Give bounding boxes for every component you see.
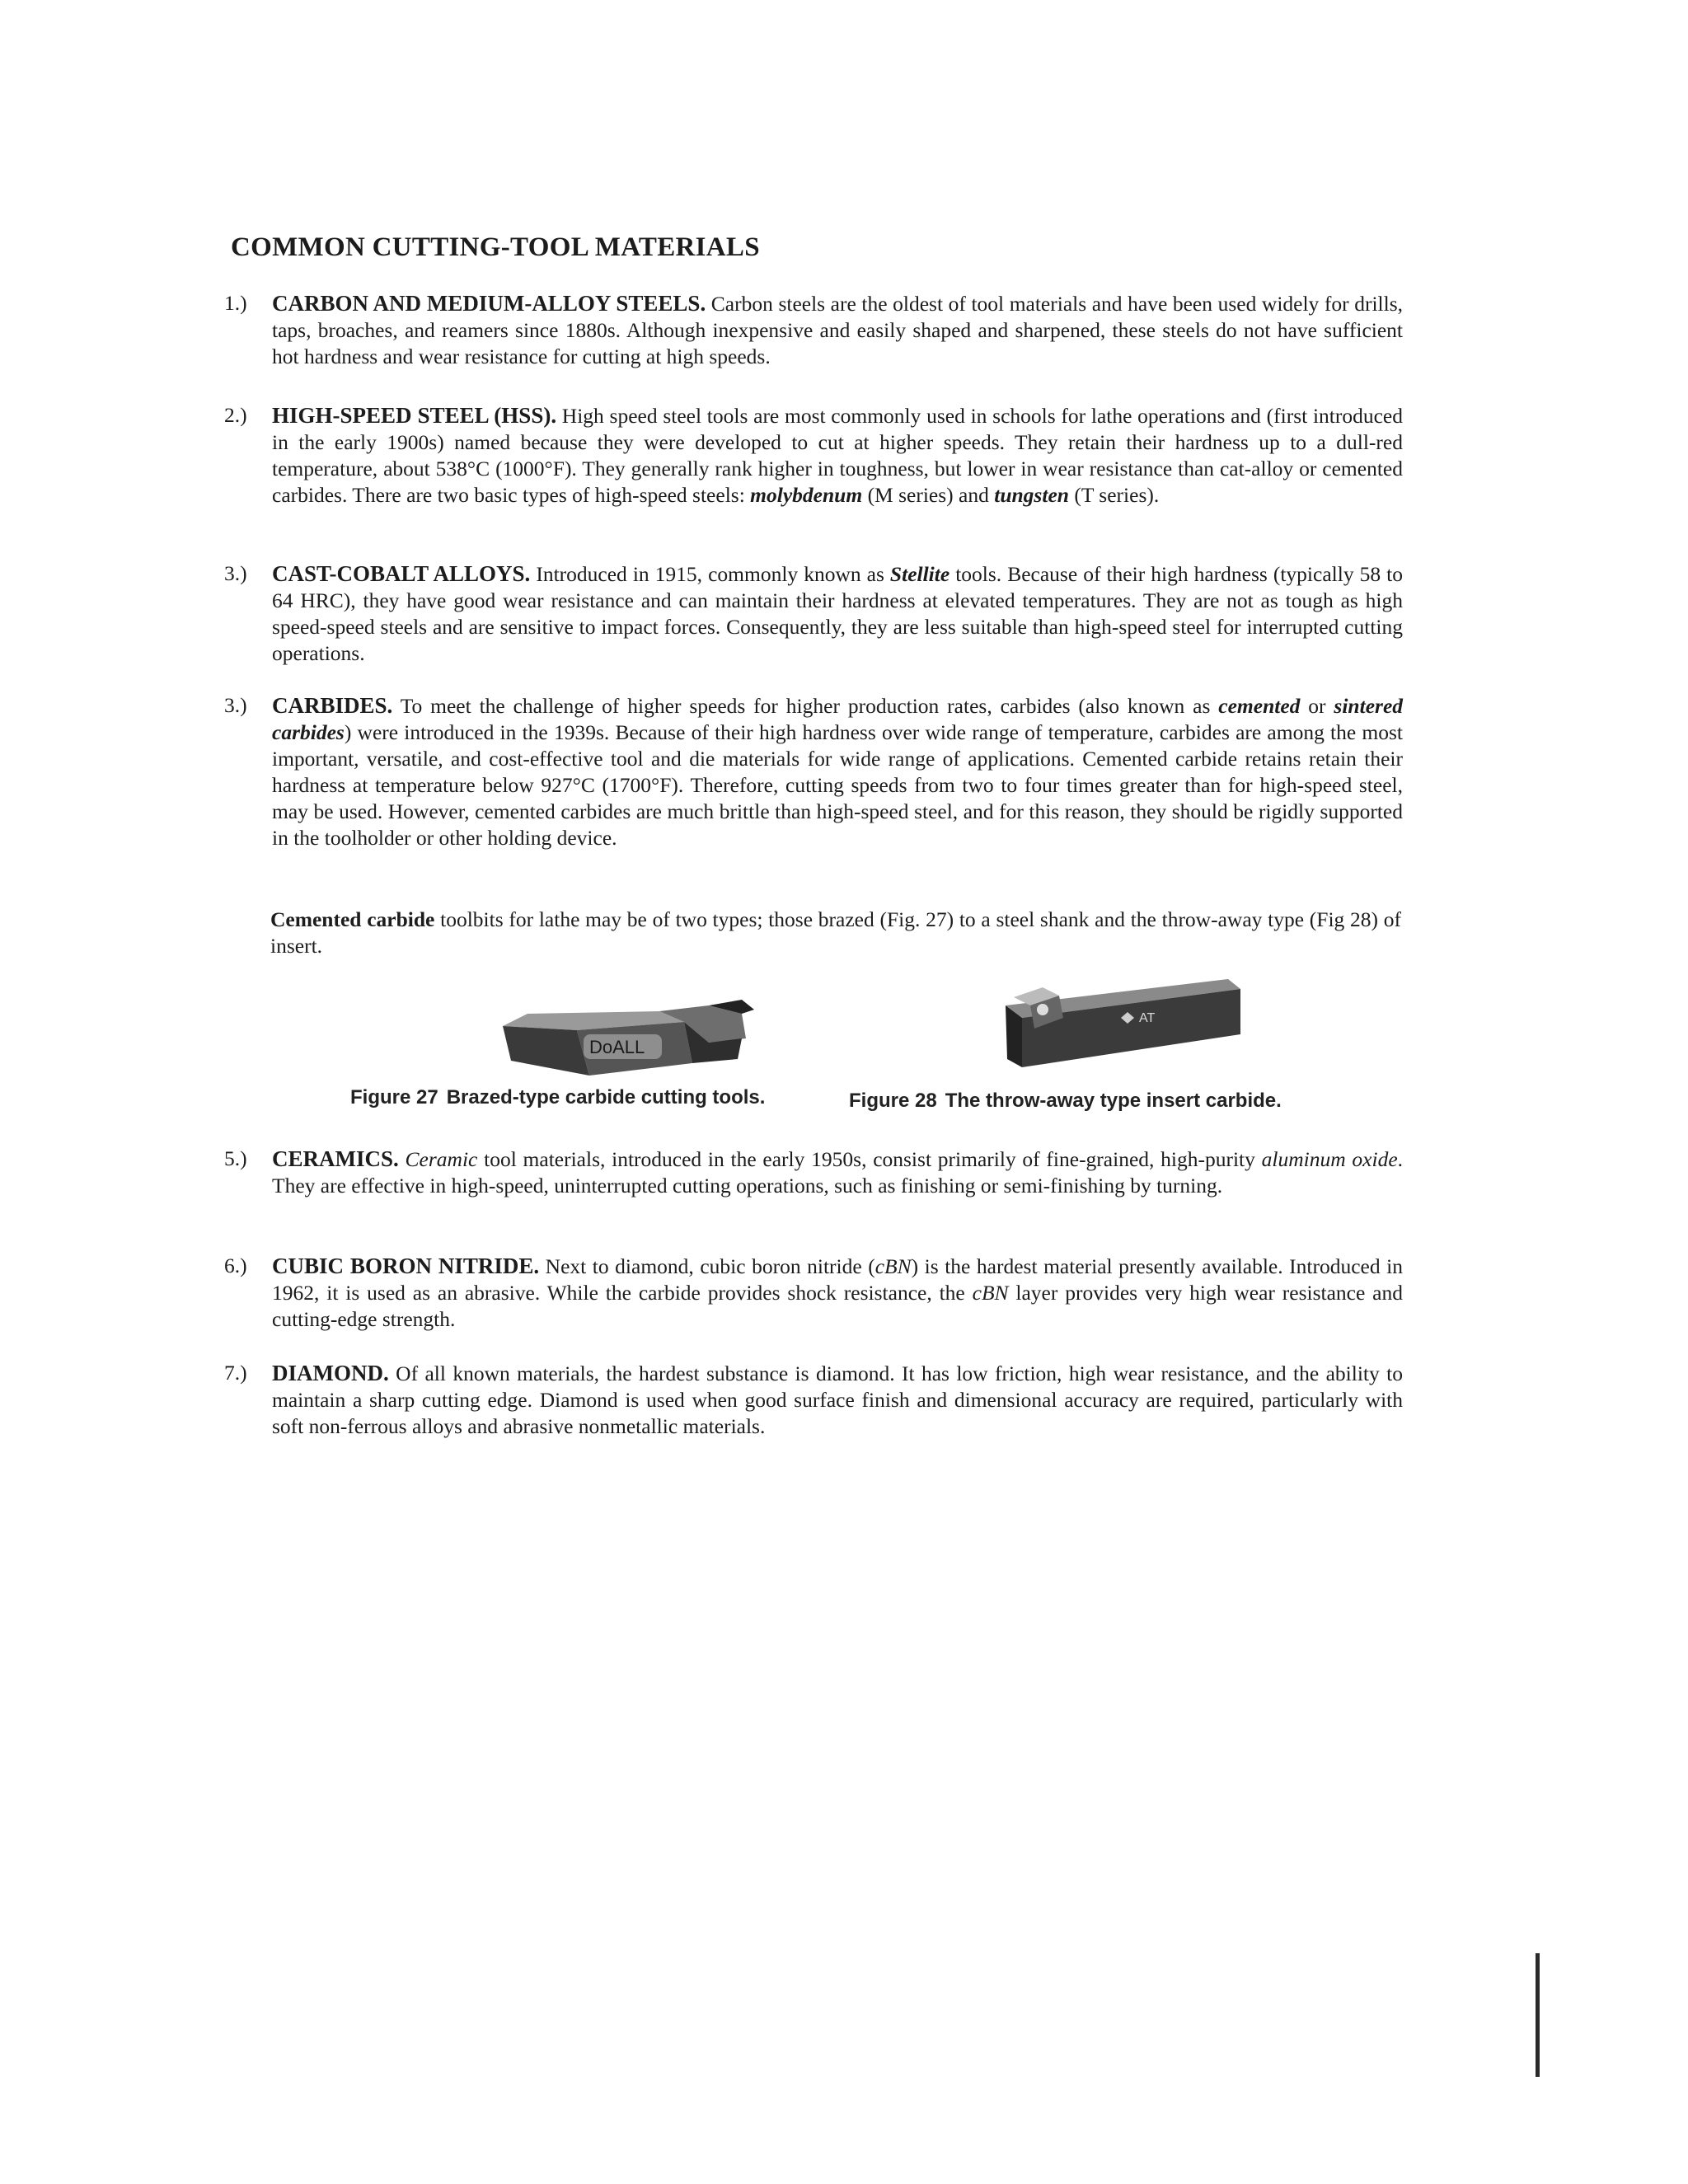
item-heading: HIGH-SPEED STEEL (HSS). (272, 403, 557, 428)
figure-27-image (495, 993, 767, 1084)
emphasis-term: tungsten (994, 483, 1069, 507)
item-text: . They are effective in high-speed, uninterrupted cutting operations, such as finishing or semi-finishing by turning. (272, 1147, 1404, 1197)
list-item-cast-cobalt (224, 560, 1403, 667)
scan-edge-mark (1536, 1953, 1540, 2077)
item-text: layer provides very high wear resistance and cutting-edge strength. (272, 1281, 1403, 1331)
item-number: 2.) (224, 403, 247, 427)
paragraph-lead: Cemented carbide (270, 907, 435, 931)
list-item-diamond (224, 1360, 1403, 1440)
emphasis-term: cemented (1218, 694, 1301, 718)
item-heading: DIAMOND. (272, 1361, 389, 1385)
item-heading: CARBON AND MEDIUM-ALLOY STEELS. (272, 291, 706, 316)
figure-27-brand: DoALL (589, 1037, 645, 1057)
cemented-carbide-paragraph (270, 907, 1401, 959)
emphasis-term: cBN (972, 1281, 1009, 1305)
item-heading: CAST-COBALT ALLOYS. (272, 561, 531, 586)
item-heading: CARBIDES. (272, 693, 393, 718)
item-text: tool materials, introduced in the early 1950s, consist primarily of fine-grained, high-purity (477, 1147, 1262, 1171)
emphasis-term: sintered carbides (272, 694, 1404, 744)
emphasis-term: cBN (874, 1254, 912, 1278)
figure-caption-text: Brazed-type carbide cutting tools. (446, 1086, 766, 1108)
item-text: (M series) and (862, 483, 995, 507)
item-text: tools. Because of their high hardness (typically 58 to 64 HRC), they have good wear resistance and can maintain their hardness at elevated temperatures. They are not as tough as high speed-speed steels and are sensitive to impact forces. Consequently, they are less suitable than high-speed steel for interrupted cutting operations. (272, 562, 1403, 665)
item-number: 3.) (224, 561, 247, 585)
item-text: (T series). (1068, 483, 1160, 507)
item-heading: CERAMICS. (272, 1146, 399, 1171)
emphasis-term: molybdenum (750, 483, 863, 507)
list-item-hss (224, 402, 1403, 509)
item-number: 1.) (224, 291, 247, 315)
item-text: Of all known materials, the hardest substance is diamond. It has low friction, high wear resistance, and the ability to maintain a sharp cutting edge. Diamond is used when good surface finish and dimensional accuracy are required, particularly with soft non-ferrous alloys and abrasive nonmetallic materials. (272, 1361, 1403, 1438)
item-text: Introduced in 1915, commonly known as (530, 562, 890, 586)
item-text: ) is the hardest material presently available. Introduced in 1962, it is used as an abrasive. While the carbide provides shock resistance, the (272, 1254, 1403, 1305)
item-text: Carbon steels are the oldest of tool materials and have been used widely for drills, taps, broaches, and reamers since 1880s. Although inexpensive and easily shaped and sharpened, these steels do not have sufficient hot hardness and wear resistance for cutting at high speeds. (272, 292, 1403, 368)
figure-caption-text: The throw-away type insert carbide. (945, 1090, 1282, 1112)
figure-28-image (997, 972, 1245, 1080)
item-number: 5.) (224, 1146, 247, 1170)
item-text: or (1300, 694, 1334, 718)
emphasis-term: aluminum oxide (1261, 1147, 1398, 1171)
item-text: To meet the challenge of higher speeds for higher production rates, carbides (also known as (392, 694, 1219, 718)
item-text (399, 1147, 406, 1171)
emphasis-term: Ceramic (405, 1147, 478, 1171)
figure-28-brand: AT (1139, 1011, 1156, 1025)
item-number: 6.) (224, 1254, 247, 1277)
emphasis-term: Stellite (889, 562, 950, 586)
list-item-cbn (224, 1253, 1403, 1333)
figure-label: Figure 27 (350, 1086, 438, 1108)
item-text: Next to diamond, cubic boron nitride ( (539, 1254, 875, 1278)
page-title: COMMON CUTTING-TOOL MATERIALS (231, 232, 760, 262)
item-number: 7.) (224, 1361, 247, 1385)
figure-27-caption (350, 1086, 765, 1109)
item-heading: CUBIC BORON NITRIDE. (272, 1254, 540, 1278)
figure-28-caption (849, 1090, 1282, 1113)
list-item-ceramics (224, 1146, 1403, 1199)
list-item-carbon-steels (224, 290, 1403, 370)
paragraph-text: toolbits for lathe may be of two types; those brazed (Fig. 27) to a steel shank and the throw-away type (Fig 28) of insert. (270, 907, 1401, 958)
list-item-carbides (224, 692, 1403, 851)
item-number: 3.) (224, 693, 247, 717)
figure-label: Figure 28 (849, 1090, 937, 1112)
item-text: ) were introduced in the 1939s. Because of their high hardness over wide range of temperature, carbides are among the most important, versatile, and cost-effective tool and die materials for wide range of applications. Cemented carbide retains retain their hardness at temperature below 927°C (1700°F). Therefore, cutting speeds from two to four times greater than for high-speed steel, may be used. However, cemented carbides are much brittle than high-speed steel, and for this reason, they should be rigidly supported in the toolholder or other holding device. (272, 720, 1403, 850)
item-text: High speed steel tools are most commonly used in schools for lathe operations and (first introduced in the early 1900s) named because they were developed to cut at higher speeds. They retain their hardness up to a dull-red temperature, about 538°C (1000°F). They generally rank higher in toughness, but lower in wear resistance than cat-alloy or cemented carbides. There are two basic types of high-speed steels: (272, 404, 1403, 507)
